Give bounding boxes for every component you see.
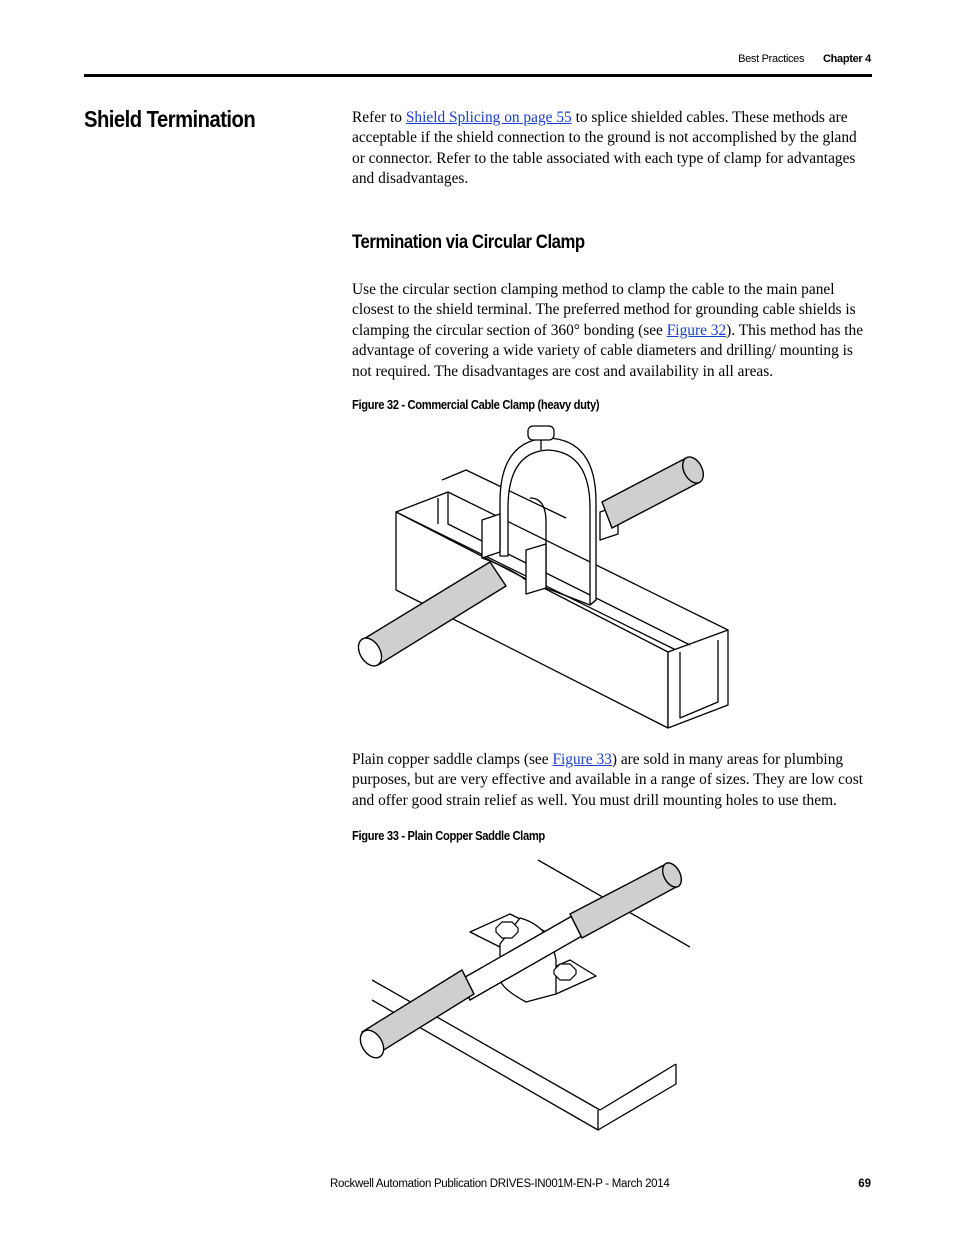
header-rule xyxy=(84,74,872,77)
running-header xyxy=(738,53,871,65)
saddle-text-start: Plain copper saddle clamps (see xyxy=(352,751,553,768)
intro-text-start: Refer to xyxy=(352,109,406,126)
section-title: Shield Termination xyxy=(84,106,256,132)
header-chapter: Chapter 4 xyxy=(822,53,871,65)
circular-clamp-paragraph xyxy=(352,280,872,382)
shield-splicing-link[interactable]: Shield Splicing on page 55 xyxy=(405,109,572,126)
figure-32-link[interactable]: Figure 32 xyxy=(666,321,727,339)
figure-32-cable-clamp-illustration xyxy=(350,420,740,735)
clamp-tab-left xyxy=(482,514,500,558)
saddle-clamp-paragraph xyxy=(352,750,872,811)
saddle-text-end: ) are sold in many areas for plumbing purposes, but are very effective and available in a range of sizes. They are low cost and offer good strain relief as well. You must drill mounting holes to use them. xyxy=(352,751,863,809)
clamp-tab-mid xyxy=(526,544,546,594)
intro-text-end: to splice shielded cables. These methods are acceptable if the shield connection to the ground is not accomplished by the gland or connector. Refer to the table associated with each type of clamp for advantages and disadvantages. xyxy=(352,109,857,188)
clamp-screw-head xyxy=(528,426,554,440)
page-number: 69 xyxy=(858,1178,871,1190)
figure-33-link[interactable]: Figure 33 xyxy=(552,751,612,768)
subsection-title: Termination via Circular Clamp xyxy=(352,232,585,253)
circular-text-start: Use the circular section clamping method to clamp the cable to the main panel closest to the shield terminal. The preferred method for grounding cable shields is clamping the circular section of 360° bonding (see xyxy=(352,281,856,339)
figure-33-caption: Figure 33 - Plain Copper Saddle Clamp xyxy=(352,828,545,843)
circular-text-end: ). This method has the advantage of covering a wide variety of cable diameters and drilling/ mounting is not required. The disadvantages are cost and availability in all areas. xyxy=(352,321,864,380)
header-section: Best Practices xyxy=(738,53,805,65)
figure-33-saddle-clamp-illustration xyxy=(350,852,690,1137)
intro-paragraph xyxy=(352,108,872,190)
saddle-cable-right xyxy=(570,864,678,938)
footer-publication: Rockwell Automation Publication DRIVES-IN001M-EN-P - March 2014 xyxy=(330,1178,670,1190)
figure-32-caption: Figure 32 - Commercial Cable Clamp (heavy duty) xyxy=(352,397,600,412)
